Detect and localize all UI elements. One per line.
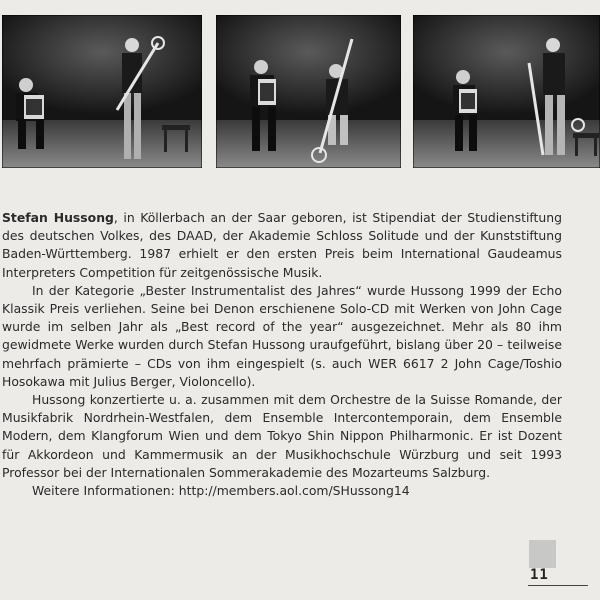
page-rule bbox=[528, 585, 588, 586]
photo-1 bbox=[2, 15, 202, 168]
bio-paragraph-1-text: , in Köllerbach an der Saar geboren, ist Stipendiat der Studienstiftung des deutschen Volkes, des DAAD, der Akademie Schloss Solitude und der Kunststiftung Baden-Württemberg. 1987 erhielt er den ersten Preis beim International Gaudeamus Interpreters Competition für zeitgenössische Musik. bbox=[2, 210, 562, 280]
photo-2 bbox=[216, 15, 401, 168]
page-marker-box bbox=[529, 540, 556, 568]
bio-paragraph-4: Weitere Informationen: http://members.aol.com/SHussong14 bbox=[32, 483, 410, 499]
biography-text bbox=[2, 209, 562, 500]
artist-name: Stefan Hussong bbox=[2, 210, 114, 225]
bio-paragraph-3: Hussong konzertierte u. a. zusammen mit dem Orchestre de la Suisse Romande, der Musikfabrik Nordrhein-Westfalen, dem Ensemble Intercontemporain, dem Ensemble Modern, dem Klangforum Wien und dem Tokyo Shin Nippon Philharmonic. Er ist Dozent für Akkordeon und Kammermusik an der Musikhochschule Würzburg und seit 1993 Professor bei der Internationalen Sommerakademie des Mozarteums Salzburg. bbox=[2, 392, 562, 480]
bio-paragraph-1 bbox=[2, 209, 562, 282]
page-number: 11 bbox=[530, 567, 549, 583]
bio-paragraph-2: In der Kategorie „Bester Instrumentalist des Jahres“ wurde Hussong 1999 der Echo Klassik Preis verliehen. Seine bei Denon erschienene Solo-CD mit Werken von John Cage wurde im selben Jahr als „Best record of the year“ ausgezeichnet. Mehr als 80 ihm gewidmete Werke wurden durch Stefan Hussong uraufgeführt, bislang über 20 – teilweise mehrfach prämierte – CDs von ihm eingespielt (s. auch WER 6617 2 John Cage/Toshio Hosokawa mit Julius Berger, Violoncello). bbox=[2, 282, 562, 389]
photo-3 bbox=[413, 15, 600, 168]
